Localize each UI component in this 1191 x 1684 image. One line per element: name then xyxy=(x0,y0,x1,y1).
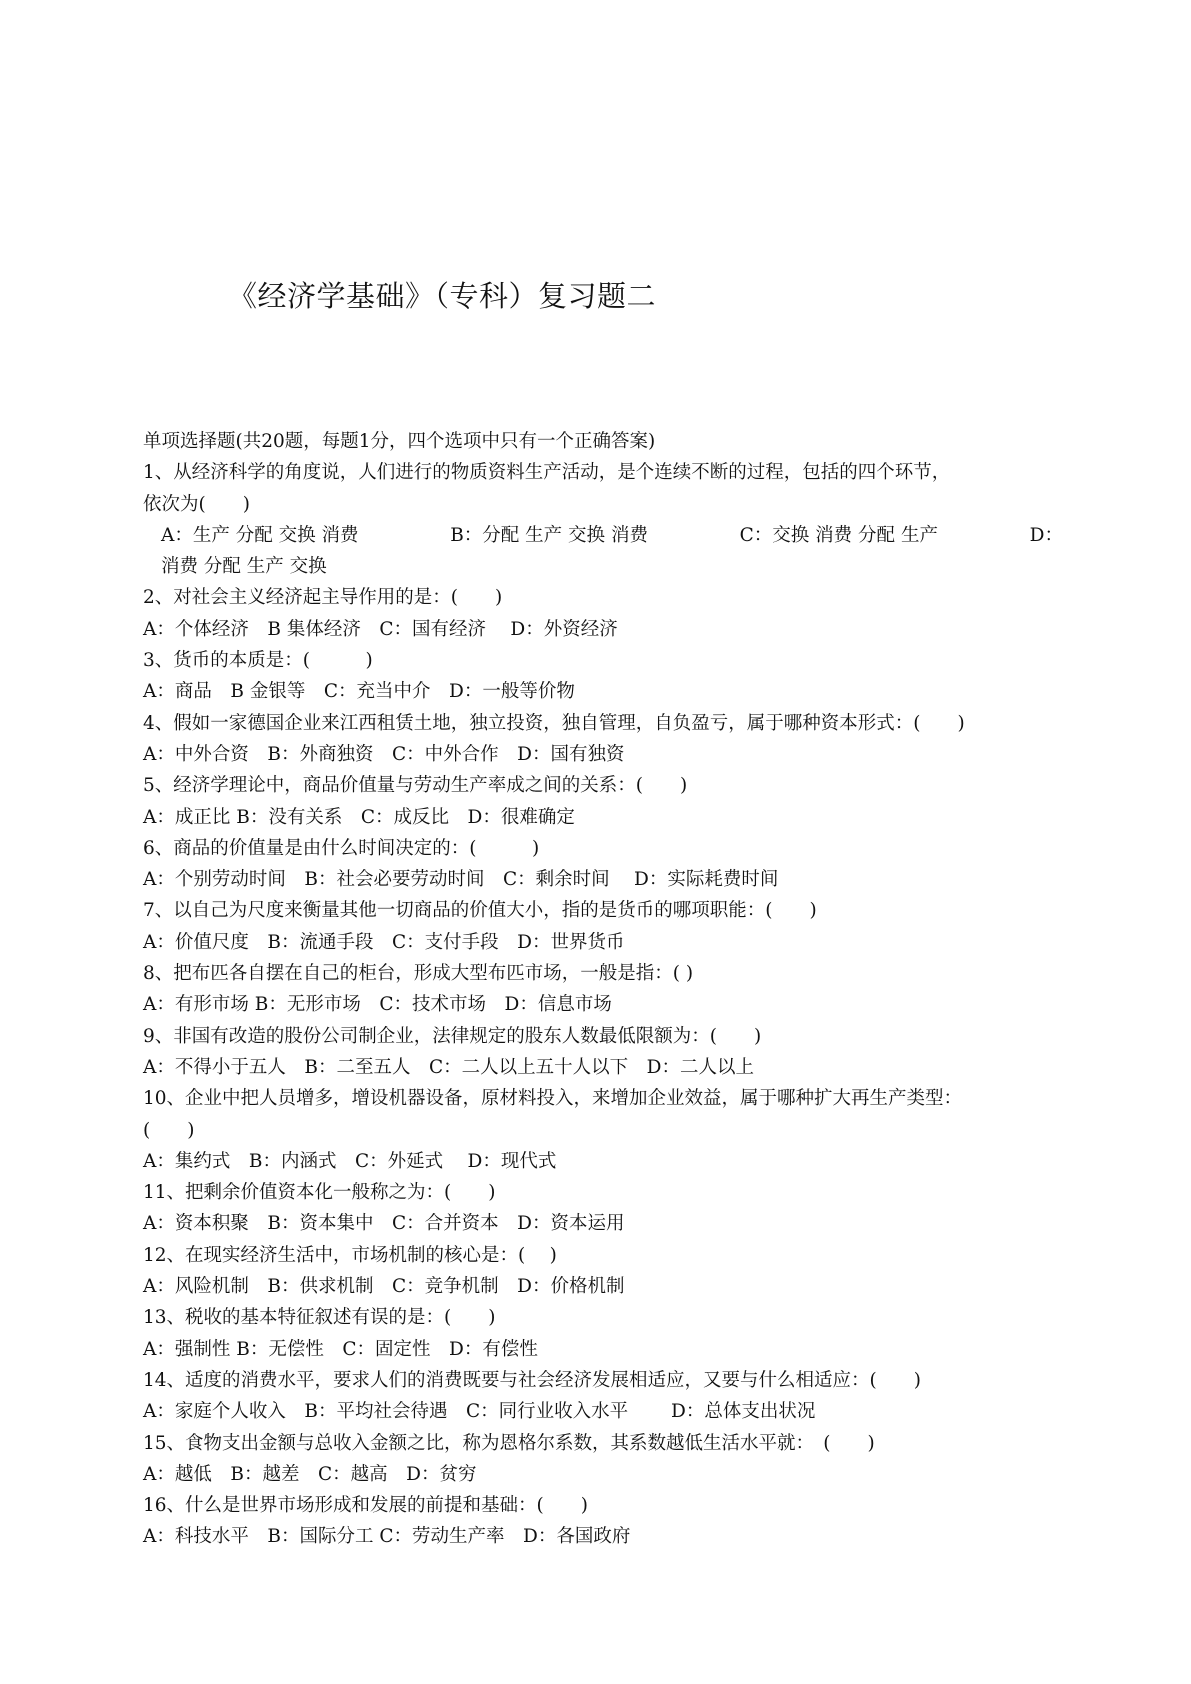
question-text: 依次为( ) xyxy=(143,493,250,515)
question-text: ( ) xyxy=(143,1119,195,1141)
question-options: A：有形市场 B：无形市场 C：技术市场 D：信息市场 xyxy=(143,994,612,1016)
question-options: A：中外合资 B：外商独资 C：中外合作 D：国有独资 xyxy=(143,743,625,765)
question-text: 15、食物支出金额与总收入金额之比，称为恩格尔系数，其系数越低生活水平就： ( ) xyxy=(143,1432,875,1454)
question-text: 16、什么是世界市场形成和发展的前提和基础：( ) xyxy=(143,1495,588,1517)
question-text: 11、把剩余价值资本化一般称之为：( ) xyxy=(143,1182,496,1204)
question-options: A：风险机制 B：供求机制 C：竞争机制 D：价格机制 xyxy=(143,1276,625,1298)
question-text: 13、税收的基本特征叙述有误的是：( ) xyxy=(143,1307,496,1329)
question-options: A：不得小于五人 B：二至五人 C：二人以上五十人以下 D：二人以上 xyxy=(143,1056,754,1078)
option-row xyxy=(143,520,1063,551)
question-text: 9、非国有改造的股份公司制企业，法律规定的股东人数最低限额为：( ) xyxy=(143,1025,762,1047)
question-text: 12、在现实经济生活中，市场机制的核心是：( ) xyxy=(143,1244,557,1266)
question-options: A：商品 B 金银等 C：充当中介 D：一般等价物 xyxy=(143,681,575,703)
question-text: 6、商品的价值量是由什么时间决定的：( ) xyxy=(143,837,540,859)
question-text: 7、以自己为尺度来衡量其他一切商品的价值大小，指的是货币的哪项职能：( ) xyxy=(143,900,817,922)
question-options: A：越低 B：越差 C：越高 D：贫穷 xyxy=(143,1463,477,1485)
question-options: A：强制性 B：无偿性 C：固定性 D：有偿性 xyxy=(143,1338,538,1360)
option-b: B：分配 生产 交换 消费 xyxy=(450,524,648,546)
option-d: D： xyxy=(1029,524,1063,546)
question-options: A：成正比 B：没有关系 C：成反比 D：很难确定 xyxy=(143,806,575,828)
question-text: 8、把布匹各自摆在自己的柜台，形成大型布匹市场，一般是指：( ) xyxy=(143,963,694,985)
question-text: 1、从经济科学的角度说，人们进行的物质资料生产活动，是个连续不断的过程，包括的四个环节， xyxy=(143,462,951,484)
question-options: A：价值尺度 B：流通手段 C：支付手段 D：世界货币 xyxy=(143,931,625,953)
question-options: A：集约式 B：内涵式 C：外延式 D：现代式 xyxy=(143,1150,557,1172)
question-options: A：家庭个人收入 B：平均社会待遇 C：同行业收入水平 D：总体支出状况 xyxy=(143,1401,816,1423)
option-continuation: 消费 分配 生产 交换 xyxy=(161,556,327,578)
question-options: A：个别劳动时间 B：社会必要劳动时间 C：剩余时间 D：实际耗费时间 xyxy=(143,869,779,891)
question-options: A：资本积聚 B：资本集中 C：合并资本 D：资本运用 xyxy=(143,1213,625,1235)
question-text: 10、企业中把人员增多，增设机器设备，原材料投入，来增加企业效益，属于哪种扩大再生产类型： xyxy=(143,1088,963,1110)
question-text: 14、适度的消费水平，要求人们的消费既要与社会经济发展相适应，又要与什么相适应：( ) xyxy=(143,1369,921,1391)
question-list xyxy=(143,426,1063,1553)
question-options: A：个体经济 B 集体经济 C：国有经济 D：外资经济 xyxy=(143,618,618,640)
question-options: A：科技水平 B：国际分工 C：劳动生产率 D：各国政府 xyxy=(143,1526,631,1548)
question-text: 2、对社会主义经济起主导作用的是：( ) xyxy=(143,587,503,609)
question-text: 3、货币的本质是：( ) xyxy=(143,650,373,672)
section-heading: 单项选择题(共20题，每题1分，四个选项中只有一个正确答案) xyxy=(143,431,656,452)
question-text: 5、经济学理论中，商品价值量与劳动生产率成之间的关系：( ) xyxy=(143,775,688,797)
question-text: 4、假如一家德国企业来江西租赁土地，独立投资，独自管理，自负盈亏，属于哪种资本形式：( ) xyxy=(143,712,965,734)
page-title: 《经济学基础》（专科）复习题二 xyxy=(228,279,657,313)
option-a: A：生产 分配 交换 消费 xyxy=(161,524,359,546)
option-c: C：交换 消费 分配 生产 xyxy=(739,524,938,546)
